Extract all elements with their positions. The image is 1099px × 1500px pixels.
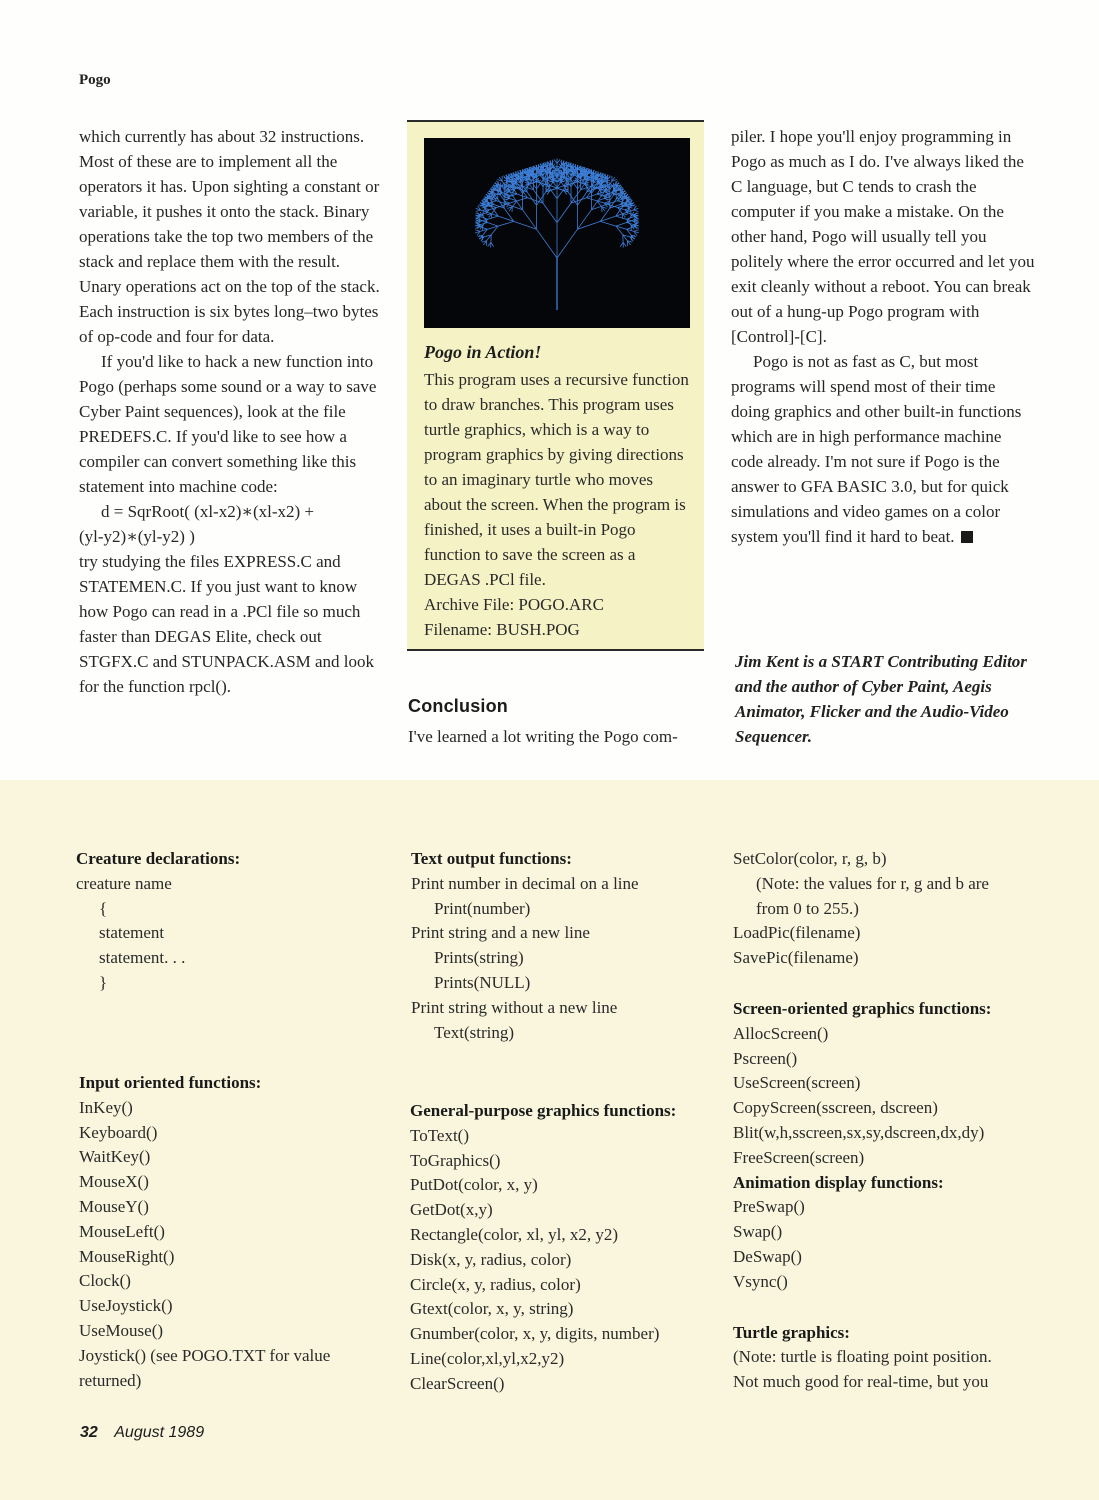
- paragraph: which currently has about 32 instructions. Most of these are to implement all the operators it has. Upon sighting a constant or variable, it pushes it onto the stack. Binary operations take the top two members of the stack and replace them with the result. Unary operations act on the top of the stack. Each instruction is six bytes long–two bytes of op-code and four for data.: [79, 127, 380, 346]
- section-heading: Text output functions:: [411, 849, 572, 868]
- function-description: Print string and a new line: [411, 923, 590, 943]
- fractal-branches: [475, 158, 639, 310]
- function-item: Circle(x, y, radius, color): [410, 1274, 581, 1294]
- function-item: SetColor(color, r, g, b): [733, 849, 887, 868]
- section-heading: General-purpose graphics functions:: [410, 1101, 677, 1120]
- function-item: Prints(string): [434, 948, 524, 968]
- function-note: (Note: turtle is floating point position.: [733, 1347, 992, 1367]
- spacer: [733, 1295, 1063, 1321]
- sidebar-box: [407, 120, 704, 651]
- function-item: Text(string): [434, 1022, 515, 1042]
- fractal-tree-image: [424, 138, 690, 328]
- function-item: InKey(): [79, 1097, 133, 1117]
- function-note: (Note: the values for r, g and b are: [756, 873, 989, 893]
- code-line: {: [99, 898, 108, 918]
- function-item: Blit(w,h,sscreen,sx,sy,dscreen,dx,dy): [733, 1122, 985, 1142]
- running-head: Pogo: [79, 72, 111, 88]
- function-item: Rectangle(color, xl, yl, x2, y2): [410, 1224, 618, 1244]
- function-item: Clock(): [79, 1271, 131, 1291]
- function-note: Not much good for real-time, but you: [733, 1372, 989, 1392]
- code-line: statement. . .: [99, 948, 186, 968]
- function-item: PreSwap(): [733, 1197, 805, 1217]
- paragraph: piler. I hope you'll enjoy programming in Pogo as much as I do. I've always liked the C language, but C tends to crash the computer if you make a mistake. On the other hand, Pogo will usually tell you politely where the error occurred and let you exit cleanly without a reboot. You can break out of a hung-up Pogo program with [Control]-[C].: [731, 127, 1035, 346]
- function-item: GetDot(x,y): [410, 1200, 493, 1220]
- function-item: DeSwap(): [733, 1246, 802, 1266]
- code-statement-line: (yl-y2)∗(yl-y2) ): [79, 527, 195, 546]
- function-item: Gnumber(color, x, y, digits, number): [410, 1324, 660, 1344]
- function-item: UseMouse(): [79, 1320, 164, 1340]
- general-graphics-functions: [410, 1099, 730, 1397]
- section-heading: Creature declarations:: [76, 849, 241, 868]
- sidebar-body: [424, 367, 694, 642]
- sidebar-description: This program uses a recursive function to draw branches. This program uses turtle graphics, which is a way to program graphics by giving directions to an imaginary turtle who moves about the screen. When the program is finished, it uses a built-in Pogo function to save the screen as a DEGAS .PCl file.: [424, 370, 689, 589]
- function-item: Pscreen(): [733, 1048, 798, 1068]
- input-functions: [79, 1071, 389, 1393]
- function-description: Print number in decimal on a line: [411, 873, 639, 893]
- function-item: CopyScreen(sscreen, dscreen): [733, 1098, 938, 1118]
- code-line: statement: [99, 923, 165, 943]
- article-column-3: [731, 124, 1036, 549]
- page-folio: [80, 1424, 204, 1442]
- page-number: 32: [80, 1424, 98, 1441]
- section-heading: Turtle graphics:: [733, 1322, 850, 1342]
- paragraph: If you'd like to hack a new function into Pogo (perhaps some sound or a way to save Cyber Paint sequences), look at the file PREDEFS.C. If you'd like to see how a compiler can convert something like this statement into machine code:: [79, 352, 377, 496]
- function-note: from 0 to 255.): [756, 898, 859, 918]
- function-item: Print(number): [434, 898, 531, 918]
- function-item: Swap(): [733, 1222, 783, 1242]
- function-description: Print string without a new line: [411, 997, 618, 1017]
- function-item: PutDot(color, x, y): [410, 1175, 538, 1195]
- function-item: ClearScreen(): [410, 1373, 505, 1393]
- function-item: Joystick() (see POGO.TXT for value: [79, 1345, 331, 1365]
- function-item: MouseY(): [79, 1196, 149, 1216]
- function-item: MouseLeft(): [79, 1221, 165, 1241]
- function-item: Line(color,xl,yl,x2,y2): [410, 1348, 565, 1368]
- code-line: }: [99, 972, 108, 992]
- fractal-tree-screenshot: [424, 138, 690, 328]
- section-heading: Animation display functions:: [733, 1172, 944, 1192]
- creature-declarations: [76, 847, 376, 996]
- function-item: Disk(x, y, radius, color): [410, 1249, 572, 1269]
- author-bio: Jim Kent is a START Contributing Editor and the author of Cyber Paint, Aegis Animator, Flicker and the Audio-Video Sequencer.: [735, 652, 1027, 746]
- function-item: SavePic(filename): [733, 948, 859, 968]
- function-item: MouseX(): [79, 1172, 149, 1192]
- conclusion-text: I've learned a lot writing the Pogo com-: [408, 727, 678, 746]
- section-heading: Input oriented functions:: [79, 1073, 262, 1092]
- function-item: UseScreen(screen): [733, 1073, 861, 1093]
- code-line: creature name: [76, 873, 172, 893]
- filename: Filename: BUSH.POG: [424, 620, 580, 639]
- paragraph: try studying the files EXPRESS.C and STATEMEN.C. If you just want to know how Pogo can read in a .PCl file so much faster than DEGAS Elite, check out STGFX.C and STUNPACK.ASM and look for the function rpcl().: [79, 552, 375, 696]
- article-column-1: [79, 124, 384, 699]
- conclusion-heading: Conclusion: [408, 696, 508, 716]
- function-item: Vsync(): [733, 1271, 788, 1291]
- spacer: [733, 971, 1063, 997]
- function-item: UseJoystick(): [79, 1296, 173, 1316]
- archive-file: Archive File: POGO.ARC: [424, 595, 604, 614]
- function-item: returned): [79, 1370, 142, 1390]
- function-item: MouseRight(): [79, 1246, 175, 1266]
- screen-and-animation-functions: [733, 847, 1063, 1395]
- paragraph-text: Pogo is not as fast as C, but most programs will spend most of their time doing graphics and other built-in functions which are in high performance machine code already. I'm not sure if Pogo is the answer to GFA BASIC 3.0, but for quick simulations and video games on a color system you'll find it hard to beat.: [731, 352, 1022, 546]
- black-square-icon: [961, 531, 973, 543]
- function-item: FreeScreen(screen): [733, 1147, 865, 1167]
- text-output-functions: [411, 847, 721, 1045]
- issue-date: August 1989: [114, 1424, 205, 1441]
- function-item: Gtext(color, x, y, string): [410, 1299, 574, 1319]
- sidebar-title: Pogo in Action!: [424, 342, 542, 362]
- function-item: Prints(NULL): [434, 972, 531, 992]
- paragraph: [731, 349, 1036, 549]
- function-item: AllocScreen(): [733, 1023, 829, 1043]
- function-item: Keyboard(): [79, 1122, 158, 1142]
- function-item: LoadPic(filename): [733, 923, 861, 943]
- section-heading: Screen-oriented graphics functions:: [733, 998, 992, 1018]
- function-item: ToGraphics(): [410, 1150, 501, 1170]
- function-item: ToText(): [410, 1125, 469, 1145]
- code-statement-line: d = SqrRoot( (xl-x2)∗(xl-x2) +: [101, 502, 314, 521]
- function-item: WaitKey(): [79, 1147, 151, 1167]
